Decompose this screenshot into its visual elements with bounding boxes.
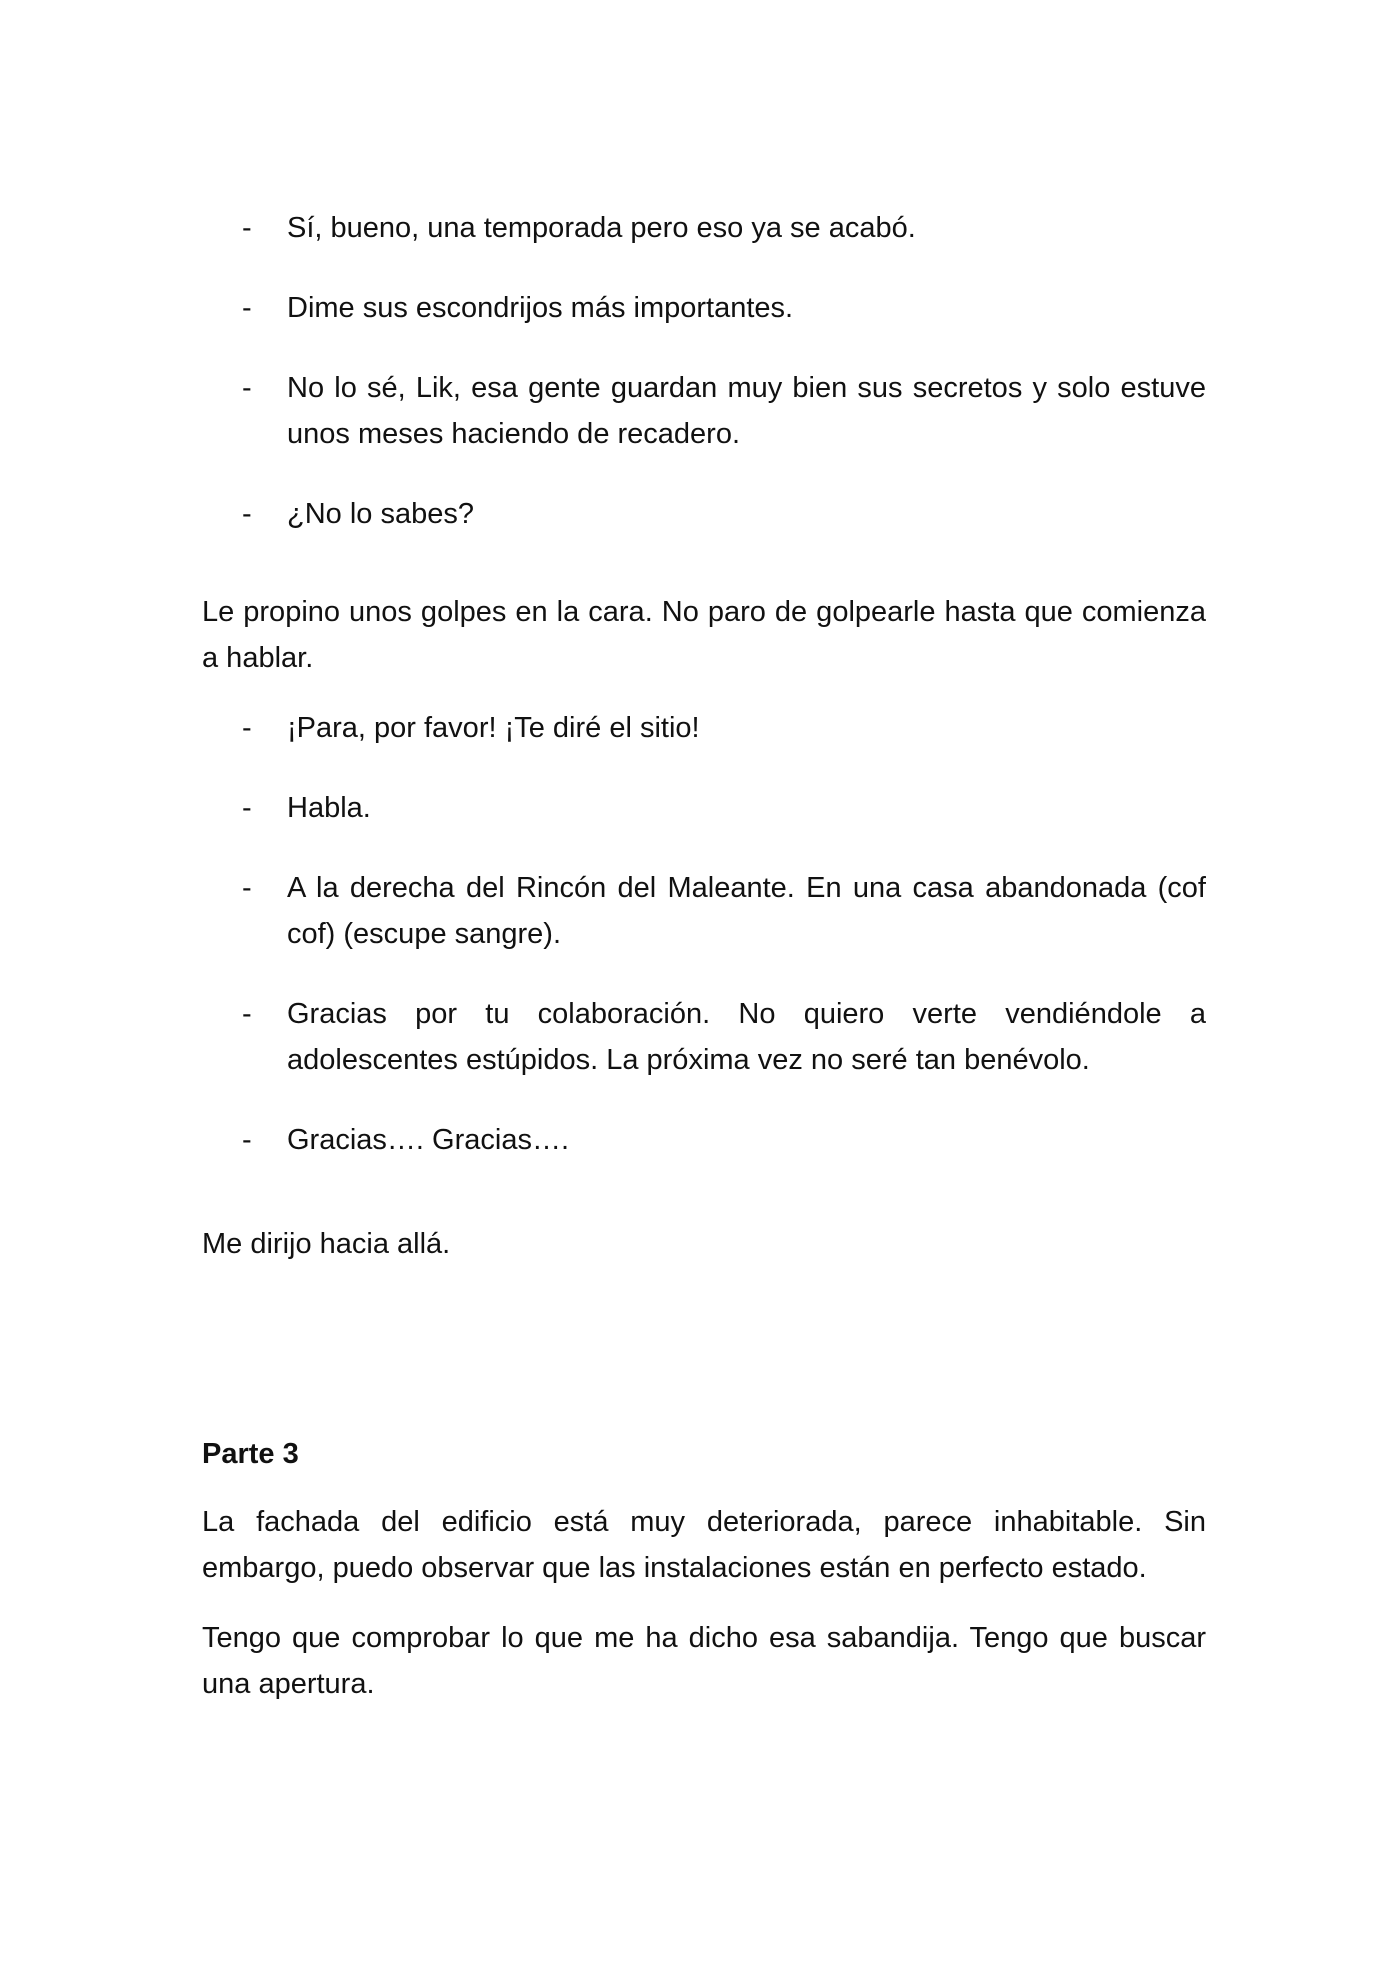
dialogue-dash: - [242, 998, 252, 1030]
dialogue-text: ¿No lo sabes? [287, 498, 474, 530]
dialogue-text: Dime sus escondrijos más importantes. [287, 292, 794, 324]
dialogue-dash: - [242, 292, 252, 324]
narrative-paragraph: La fachada del edificio está muy deteriorada, parece inhabitable. Sin embargo, puedo observar que las instalaciones están en perfecto estado. [202, 1506, 1206, 1584]
dialogue-text: A la derecha del Rincón del Maleante. En una casa abandonada (cof cof) (escupe sangre). [287, 872, 1206, 950]
dialogue-line [202, 785, 1206, 831]
dialogue-text: Gracias por tu colaboración. No quiero verte vendiéndole a adolescentes estúpidos. La próxima vez no seré tan benévolo. [287, 998, 1206, 1076]
dialogue-text: Sí, bueno, una temporada pero eso ya se acabó. [287, 212, 916, 244]
dialogue-line [202, 705, 1206, 751]
dialogue-line [202, 285, 1206, 331]
dialogue-dash: - [242, 872, 252, 904]
dialogue-line [202, 991, 1206, 1083]
dialogue-line [202, 491, 1206, 537]
narrative-paragraph: Me dirijo hacia allá. [202, 1228, 451, 1260]
dialogue-dash: - [242, 212, 252, 244]
dialogue-text: No lo sé, Lik, esa gente guardan muy bien sus secretos y solo estuve unos meses haciendo de recadero. [287, 372, 1206, 450]
section-heading: Parte 3 [202, 1438, 299, 1470]
narrative-paragraph: Tengo que comprobar lo que me ha dicho esa sabandija. Tengo que buscar una apertura. [202, 1622, 1206, 1700]
dialogue-dash: - [242, 712, 252, 744]
dialogue-line [202, 1117, 1206, 1163]
dialogue-text: ¡Para, por favor! ¡Te diré el sitio! [287, 712, 700, 744]
narrative-paragraph: Le propino unos golpes en la cara. No paro de golpearle hasta que comienza a hablar. [202, 596, 1206, 674]
dialogue-line [202, 865, 1206, 957]
dialogue-line [202, 365, 1206, 457]
dialogue-line [202, 205, 1206, 251]
dialogue-text: Gracias…. Gracias…. [287, 1124, 569, 1156]
dialogue-text: Habla. [287, 792, 371, 824]
dialogue-dash: - [242, 792, 252, 824]
dialogue-dash: - [242, 372, 252, 404]
document-body [202, 205, 1206, 1707]
dialogue-dash: - [242, 498, 252, 530]
dialogue-dash: - [242, 1124, 252, 1156]
